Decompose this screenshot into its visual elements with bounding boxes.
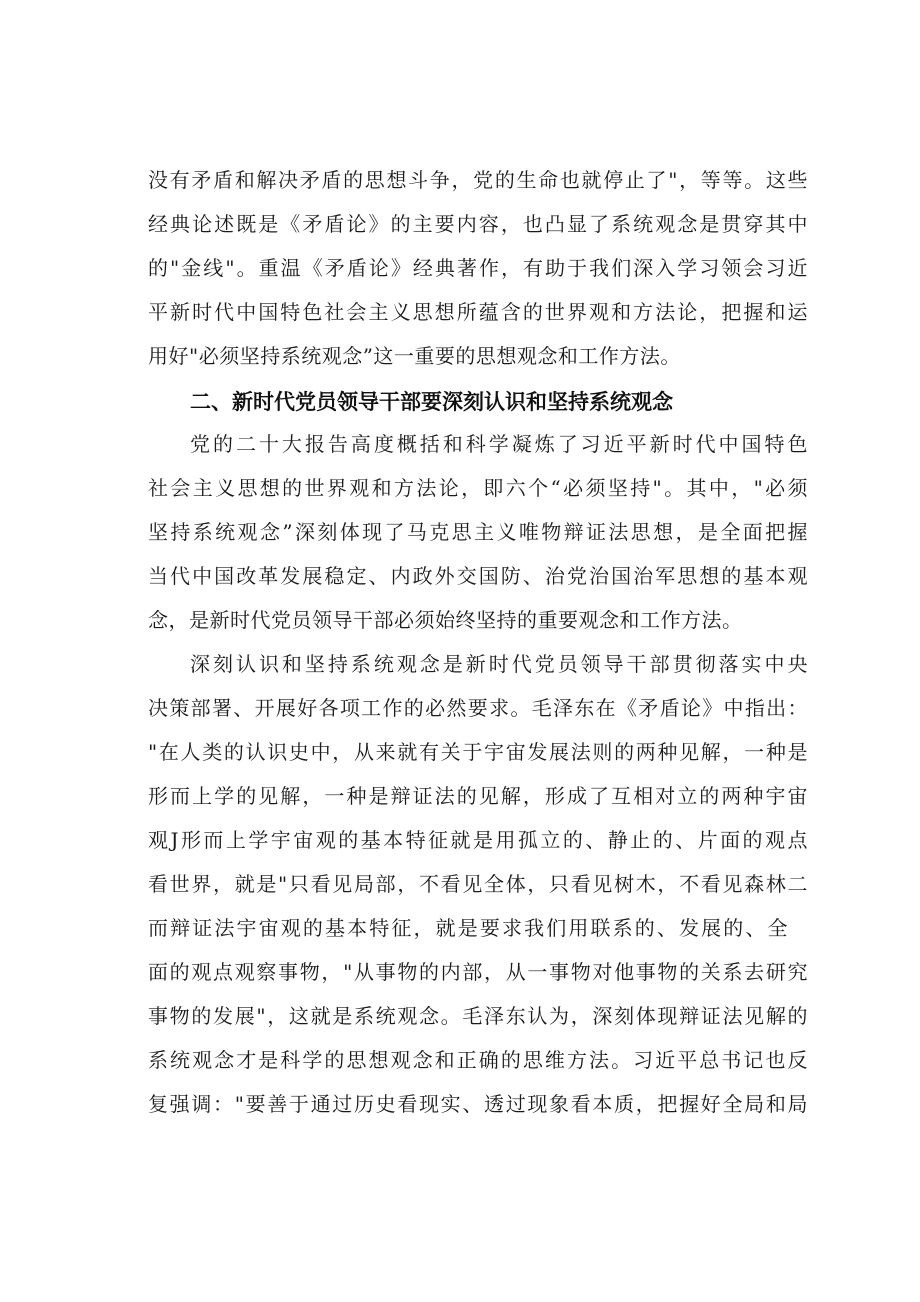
paragraph-3-line-11: 复强调："要善于通过历史看现实、透过现象看本质，把握好全局和局 bbox=[148, 1092, 808, 1116]
paragraph-1-line-5: 用好"必须坚持系统观念”这一重要的思想观念和工作方法。 bbox=[148, 344, 681, 368]
paragraph-3-line-4: 形而上学的见解，一种是辩证法的见解，形成了互相对立的两种宇宙 bbox=[148, 784, 808, 808]
paragraph-3-line-5: 观J形而上学宇宙观的基本特征就是用孤立的、静止的、片面的观点 bbox=[148, 828, 808, 852]
paragraph-1-line-1: 没有矛盾和解决矛盾的思想斗争，党的生命也就停止了"，等等。这些 bbox=[148, 168, 808, 192]
paragraph-1-line-2: 经典论述既是《矛盾论》的主要内容，也凸显了系统观念是贯穿其中 bbox=[148, 212, 808, 236]
paragraph-3-line-7: 而辩证法宇宙观的基本特征，就是要求我们用联系的、发展的、全 bbox=[148, 916, 788, 940]
paragraph-3-line-3: "在人类的认识史中，从来就有关于宇宙发展法则的两种见解，一种是 bbox=[148, 740, 808, 764]
paragraph-2-line-2: 社会主义思想的世界观和方法论，即六个“必须坚持"。其中，"必须 bbox=[148, 476, 808, 500]
paragraph-3-line-9: 事物的发展"，这就是系统观念。毛泽东认为，深刻体现辩证法见解的 bbox=[148, 1004, 808, 1028]
paragraph-1-line-4: 平新时代中国特色社会主义思想所蕴含的世界观和方法论，把握和运 bbox=[148, 300, 808, 324]
paragraph-2-line-3: 坚持系统观念”深刻体现了马克思主义唯物辩证法思想，是全面把握 bbox=[148, 520, 808, 544]
paragraph-3-line-2: 决策部署、开展好各项工作的必然要求。毛泽东在《矛盾论》中指出： bbox=[148, 696, 808, 720]
paragraph-2-line-4: 当代中国改革发展稳定、内政外交国防、治党治国治军思想的基本观 bbox=[148, 564, 808, 588]
paragraph-3-line-8: 面的观点观察事物，"从事物的内部，从一事物对他事物的关系去研究 bbox=[148, 960, 808, 984]
paragraph-1-line-3: 的"金线"。重温《矛盾论》经典著作，有助于我们深入学习领会习近 bbox=[148, 256, 808, 280]
paragraph-3-line-1: 深刻认识和坚持系统观念是新时代党员领导干部贯彻落实中央 bbox=[190, 652, 808, 676]
paragraph-3-line-6: 看世界，就是"只看见局部，不看见全体，只看见树木，不看见森林二 bbox=[148, 872, 808, 896]
paragraph-3-line-10: 系统观念才是科学的思想观念和正确的思维方法。习近平总书记也反 bbox=[148, 1048, 808, 1072]
paragraph-2-line-5: 念，是新时代党员领导干部必须始终坚持的重要观念和工作方法。 bbox=[148, 608, 743, 632]
section-heading: 二、新时代党员领导干部要深刻认识和坚持系统观念 bbox=[190, 390, 673, 414]
paragraph-2-line-1: 党的二十大报告高度概括和科学凝炼了习近平新时代中国特色 bbox=[190, 432, 808, 456]
